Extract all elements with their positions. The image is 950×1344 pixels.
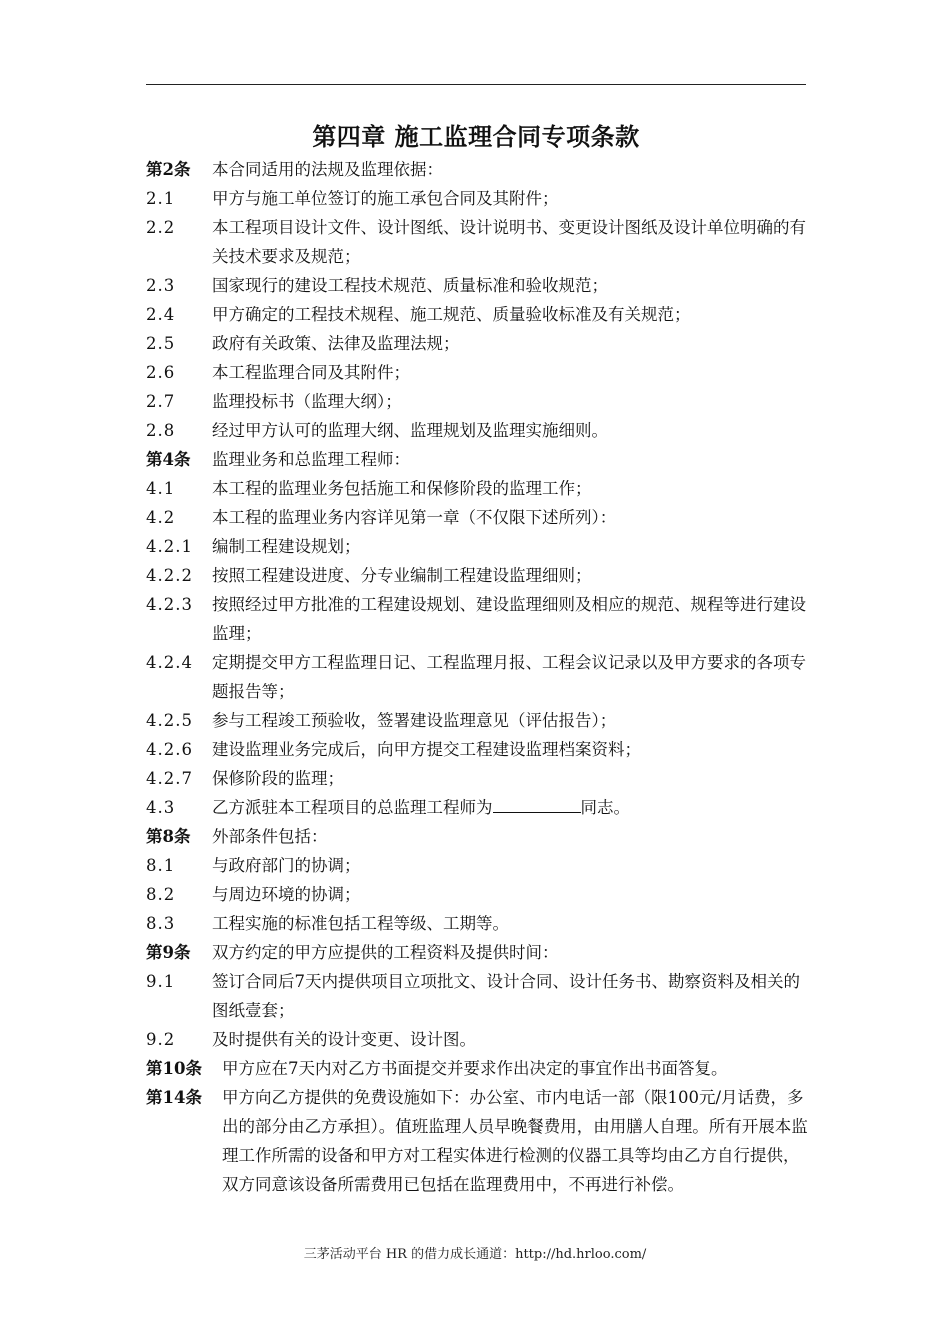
clause-row (146, 532, 810, 561)
clause-row (146, 474, 810, 503)
clause-text (212, 793, 810, 822)
article-row (146, 1054, 810, 1083)
clause-text: 政府有关政策、法律及监理法规； (212, 334, 460, 353)
clause-number: 4.2.2 (146, 566, 193, 585)
clause-number: 4.3 (146, 798, 176, 817)
clause-text: 工程实施的标准包括工程等级、工期等。 (212, 914, 509, 933)
clause-row (146, 416, 810, 445)
page-footer: 三茅活动平台 HR 的借力成长通道：http://hd.hrloo.com/ (303, 1247, 647, 1262)
clause-text: 甲方向乙方提供的免费设施如下：办公室、市内电话一部（限100元/月话费，多出的部分由乙方承担）。值班监理人员早晚餐费用，由用膳人自理。所有开展本监理工作所需的设备和甲方对工程实体进行检测的仪器工具等均由乙方自行提供，双方同意该设备所需费用已包括在监理费用中，不再进行补偿。 (222, 1088, 808, 1194)
clause-text: 甲方确定的工程技术规程、施工规范、质量验收标准及有关规范； (212, 305, 691, 324)
clause-row (146, 387, 810, 416)
clause-number: 2.5 (146, 334, 176, 353)
clause-text: 与周边环境的协调； (212, 885, 361, 904)
clause-text: 外部条件包括： (212, 827, 328, 846)
clause-row (146, 358, 810, 387)
clause-text: 甲方与施工单位签订的施工承包合同及其附件； (212, 189, 559, 208)
clause-text: 本工程监理合同及其附件； (212, 363, 410, 382)
clause-number: 2.4 (146, 305, 176, 324)
article-row (146, 155, 810, 184)
clause-number: 4.2.3 (146, 595, 193, 614)
clause-text: 本工程项目设计文件、设计图纸、设计说明书、变更设计图纸及设计单位明确的有关技术要求及规范； (212, 218, 806, 266)
clause-number: 2.2 (146, 218, 176, 237)
clause-text: 参与工程竣工预验收，签署建设监理意见（评估报告）； (212, 711, 617, 730)
clause-row (146, 851, 810, 880)
clause-row (146, 590, 810, 648)
clause-row (146, 329, 810, 358)
clause-number: 4.2.7 (146, 769, 193, 788)
clause-row (146, 300, 810, 329)
clause-row (146, 648, 810, 706)
header-rule (146, 84, 806, 85)
fill-in-blank (493, 794, 581, 813)
article-number: 第4条 (146, 450, 191, 469)
clause-number: 4.2.5 (146, 711, 193, 730)
clause-row (146, 880, 810, 909)
clause-number: 4.2.4 (146, 653, 193, 672)
clause-number: 8.1 (146, 856, 176, 875)
clause-number: 8.2 (146, 885, 176, 904)
clause-number: 2.7 (146, 392, 176, 411)
clause-number: 2.1 (146, 189, 176, 208)
clause-text: 甲方应在7天内对乙方书面提交并要求作出决定的事宜作出书面答复。 (222, 1059, 728, 1078)
clause-text: 监理业务和总监理工程师： (212, 450, 410, 469)
article-row (146, 938, 810, 967)
clause-number: 9.1 (146, 972, 176, 991)
clause-row (146, 213, 810, 271)
clause-row (146, 503, 810, 532)
clause-row (146, 909, 810, 938)
clause-text: 按照经过甲方批准的工程建设规划、建设监理细则及相应的规范、规程等进行建设监理； (212, 595, 806, 643)
clause-number: 9.2 (146, 1030, 176, 1049)
clause-text: 监理投标书（监理大纲）； (212, 392, 402, 411)
clause-number: 8.3 (146, 914, 176, 933)
article-number: 第2条 (146, 160, 191, 179)
clause-row (146, 967, 810, 1025)
article-number: 第9条 (146, 943, 191, 962)
chapter-title: 第四章 施工监理合同专项条款 (312, 122, 640, 151)
clause-text: 本工程的监理业务内容详见第一章（不仅限下述所列）： (212, 508, 617, 527)
clause-text: 与政府部门的协调； (212, 856, 361, 875)
clause-text: 按照工程建设进度、分专业编制工程建设监理细则； (212, 566, 592, 585)
clause-text: 经过甲方认可的监理大纲、监理规划及监理实施细则。 (212, 421, 608, 440)
clause-text-after: 同志。 (580, 798, 630, 817)
clause-number: 2.3 (146, 276, 176, 295)
clause-row (146, 793, 810, 822)
clause-number: 4.2.1 (146, 537, 193, 556)
clause-text: 本合同适用的法规及监理依据： (212, 160, 443, 179)
clause-row (146, 271, 810, 300)
clause-text: 及时提供有关的设计变更、设计图。 (212, 1030, 476, 1049)
clause-row (146, 184, 810, 213)
clause-list (146, 155, 810, 1199)
clause-number: 2.8 (146, 421, 176, 440)
article-row (146, 1083, 810, 1199)
clause-row (146, 706, 810, 735)
clause-text: 建设监理业务完成后，向甲方提交工程建设监理档案资料； (212, 740, 641, 759)
clause-number: 2.6 (146, 363, 176, 382)
clause-row (146, 561, 810, 590)
clause-row (146, 1025, 810, 1054)
clause-row (146, 735, 810, 764)
article-number: 第14条 (146, 1088, 202, 1107)
clause-text: 本工程的监理业务包括施工和保修阶段的监理工作； (212, 479, 592, 498)
clause-text: 签订合同后7天内提供项目立项批文、设计合同、设计任务书、勘察资料及相关的图纸壹套； (212, 972, 800, 1020)
clause-text-before: 乙方派驻本工程项目的总监理工程师为 (212, 798, 493, 817)
clause-number: 4.1 (146, 479, 176, 498)
article-number: 第10条 (146, 1059, 202, 1078)
article-row (146, 445, 810, 474)
clause-row (146, 764, 810, 793)
clause-text: 保修阶段的监理； (212, 769, 344, 788)
clause-text: 编制工程建设规划； (212, 537, 361, 556)
clause-text: 国家现行的建设工程技术规范、质量标准和验收规范； (212, 276, 608, 295)
article-number: 第8条 (146, 827, 191, 846)
clause-number: 4.2 (146, 508, 176, 527)
clause-text: 定期提交甲方工程监理日记、工程监理月报、工程会议记录以及甲方要求的各项专题报告等； (212, 653, 806, 701)
clause-number: 4.2.6 (146, 740, 193, 759)
article-row (146, 822, 810, 851)
clause-text: 双方约定的甲方应提供的工程资料及提供时间： (212, 943, 559, 962)
